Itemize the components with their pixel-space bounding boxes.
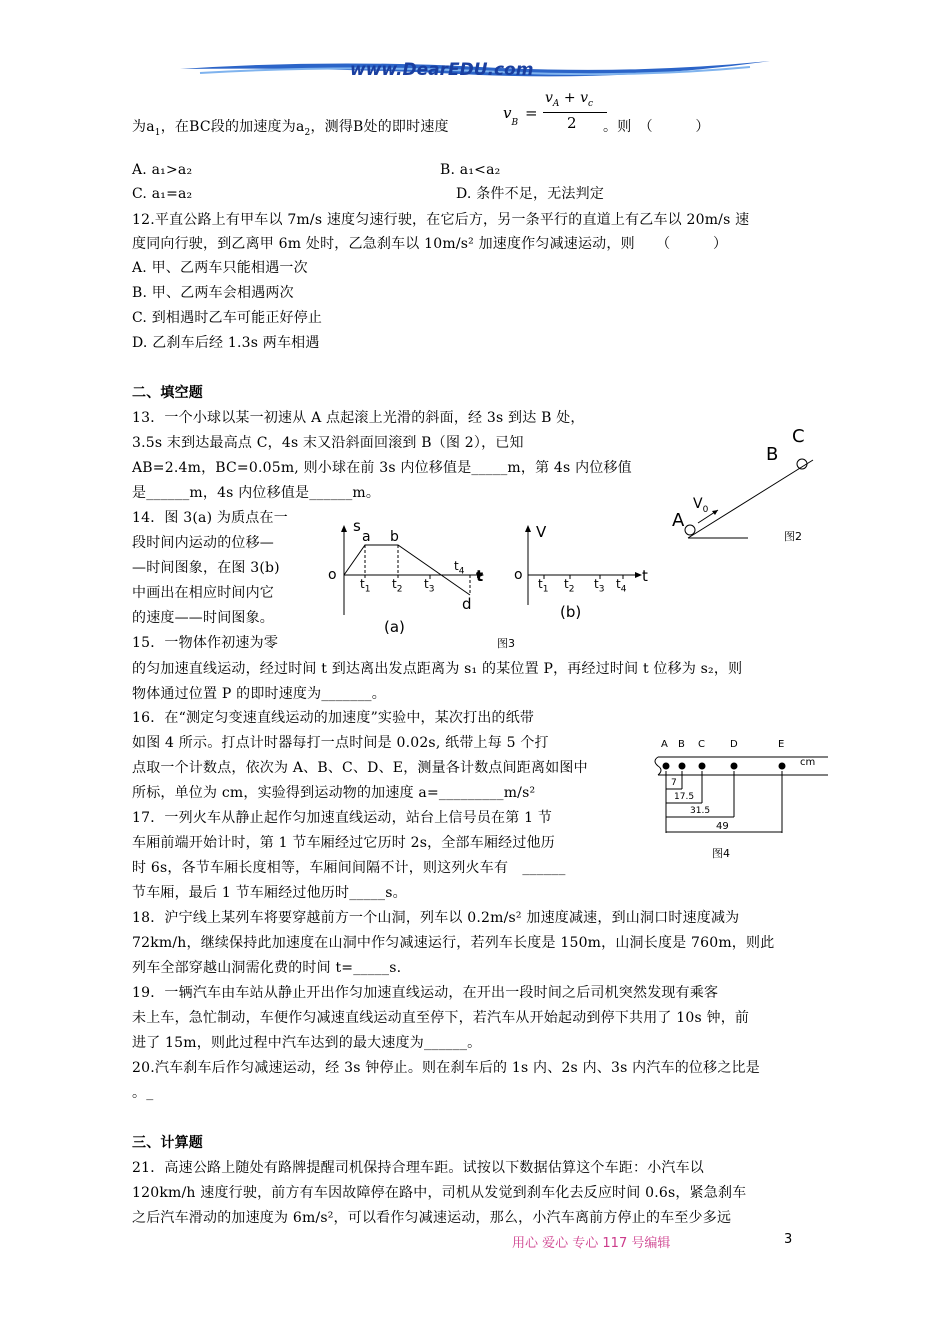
q11-option-b: B. a₁<a₂ bbox=[440, 162, 501, 178]
q16-line3: 点取一个计数点，依次为 A、B、C、D、E，测量各计数点间距离如图中 bbox=[132, 760, 588, 776]
q21-line3: 之后汽车滑动的加速度为 6m/s²，可以看作匀减速运动，那么，小汽车离前方停止的车至少多远 bbox=[132, 1210, 732, 1226]
q17-line4: 节车厢，最后 1 节车厢经过他历时_____s。 bbox=[132, 885, 407, 901]
site-logo[interactable]: www.DearEDU.com bbox=[350, 60, 534, 80]
q17-line3: 时 6s，各节车厢长度相等，车厢间间隔不计，则这列火车有 ______ bbox=[132, 860, 566, 876]
q19-line1: 19．一辆汽车由车站从静止开出作匀加速直线运动，在开出一段时间之后司机突然发现有乘客 bbox=[132, 985, 719, 1001]
q20-line2: 。_ bbox=[132, 1085, 154, 1101]
q18-line1: 18．沪宁线上某列车将要穿越前方一个山洞，列车以 0.2m/s² 加速度减速，到山洞口时速度减为 bbox=[132, 910, 740, 926]
q18-line3: 列车全部穿越山洞需化费的时间 t=_____s. bbox=[132, 960, 402, 976]
q14-line3: —时间图象，在图 3(b) bbox=[132, 560, 280, 576]
q21-line2: 120km/h 速度行驶，前方有车因故障停在路中，司机从发觉到刹车化去反应时间 0.6s，紧急刹车 bbox=[132, 1185, 747, 1201]
q13-line4: 是______m，4s 内位移值是______m。 bbox=[132, 485, 381, 501]
q12-line1: 12.平直公路上有甲车以 7m/s 速度匀速行驶，在它后方，另一条平行的直道上有乙车以 20m/s 速 bbox=[132, 212, 750, 228]
q13-line1: 13．一个小球以某一初速从 A 点起滚上光滑的斜面，经 3s 到达 B 处， bbox=[132, 410, 585, 426]
figure-3-caption: 图3 bbox=[497, 637, 515, 650]
q16-line1: 16．在“测定匀变速直线运动的加速度”实验中，某次打出的纸带 bbox=[132, 710, 535, 726]
q11-option-d: D. 条件不足，无法判定 bbox=[456, 186, 605, 202]
q16-line2: 如图 4 所示。打点计时器每打一点时间是 0.02s, 纸带上每 5 个打 bbox=[132, 735, 549, 751]
q18-line2: 72km/h，继续保持此加速度在山洞中作匀减速运行，若列车长度是 150m，山洞长度是 760m，则此 bbox=[132, 935, 775, 951]
q14-line2: 段时间内运动的位移— bbox=[132, 535, 274, 551]
page-number: 3 bbox=[784, 1232, 793, 1247]
figure-2-caption: 图2 bbox=[784, 530, 802, 543]
figure-3b-label: (b) bbox=[560, 603, 582, 621]
section-calculation-title: 三、计算题 bbox=[132, 1135, 203, 1151]
q15-line2: 的匀加速直线运动，经过时间 t 到达离出发点距离为 s₁ 的某位置 P，再经过时间 t 位移为 s₂，则 bbox=[132, 661, 743, 677]
section-fill-in-title: 二、填空题 bbox=[132, 385, 203, 401]
figure-3a-label: (a) bbox=[384, 618, 405, 636]
q12-line2: 度同向行驶，到乙离甲 6m 处时，乙急刹车以 10m/s² 加速度作匀减速运动，则 （ ） bbox=[132, 236, 728, 252]
formula-vb: $v_B$ = $v_A + v_c$ 2 bbox=[503, 90, 613, 136]
q11-line1-end: 。则 （ ） bbox=[603, 119, 710, 135]
q19-line3: 进了 15m，则此过程中汽车达到的最大速度为______。 bbox=[132, 1035, 482, 1051]
q20-line1: 20.汽车刹车后作匀减速运动，经 3s 钟停止。则在刹车后的 1s 内、2s 内、3s 内汽车的位移之比是 bbox=[132, 1060, 760, 1076]
q15-line3: 物体通过位置 P 的即时速度为_______。 bbox=[132, 686, 386, 702]
q21-line1: 21．高速公路上随处有路牌提醒司机保持合理车距。试按以下数据估算这个车距：小汽车以 bbox=[132, 1160, 705, 1176]
q11-option-c: C. a₁=a₂ bbox=[132, 186, 193, 202]
figure-3a-st-graph: s a b o $t_1$ $t_2$ $t_3$ $t_4$ t d (a) bbox=[328, 517, 484, 636]
q16-line4: 所标，单位为 cm，实验得到运动物的加速度 a=_________m/s² bbox=[132, 785, 536, 801]
q17-line2: 车厢前端开始计时，第 1 节车厢经过它历时 2s，全部车厢经过他历 bbox=[132, 835, 555, 851]
footer-slogan: 用心 爱心 专心 117 号编辑 bbox=[512, 1236, 671, 1251]
figure-3b-vt-graph: V o $t_1$ $t_2$ $t_3$ $t_4$ t (b) bbox=[514, 523, 648, 621]
q11-option-a: A. a₁>a₂ bbox=[132, 162, 193, 178]
q12-option-d: D. 乙刹车后经 1.3s 两车相遇 bbox=[132, 335, 320, 351]
figure-4-caption: 图4 bbox=[712, 847, 730, 860]
q13-line2: 3.5s 末到达最高点 C，4s 末又沿斜面回滚到 B（图 2），已知 bbox=[132, 435, 524, 451]
q12-option-a: A. 甲、乙两车只能相遇一次 bbox=[132, 260, 308, 276]
q11-line1: 为$a_1$，在BC段的加速度为$a_2$，测得B处的即时速度 bbox=[132, 119, 449, 138]
q19-line2: 未上车，急忙制动，车便作匀减速直线运动直至停下，若汽车从开始起动到停下共用了 10s 钟，前 bbox=[132, 1010, 750, 1026]
q14-line4: 中画出在相应时间内它 bbox=[132, 585, 274, 601]
figure-4-tape: A B C D E cm 7 17.5 31.5 49 图4 bbox=[648, 735, 828, 865]
q15-line1: 15．一物体作初速为零 bbox=[132, 635, 279, 651]
q12-option-b: B. 甲、乙两车会相遇两次 bbox=[132, 285, 294, 301]
q14-line5: 的速度——时间图象。 bbox=[132, 610, 274, 626]
q14-line1: 14．图 3(a) 为质点在一 bbox=[132, 510, 288, 526]
figure-2-incline: A B C $V_0$ 图2 bbox=[668, 420, 818, 550]
q12-option-c: C. 到相遇时乙车可能正好停止 bbox=[132, 310, 323, 326]
q17-line1: 17．一列火车从静止起作匀加速直线运动，站台上信号员在第 1 节 bbox=[132, 810, 553, 826]
q13-line3: AB=2.4m，BC=0.05m, 则小球在前 3s 内位移值是_____m，第 4s 内位移值 bbox=[132, 460, 632, 476]
